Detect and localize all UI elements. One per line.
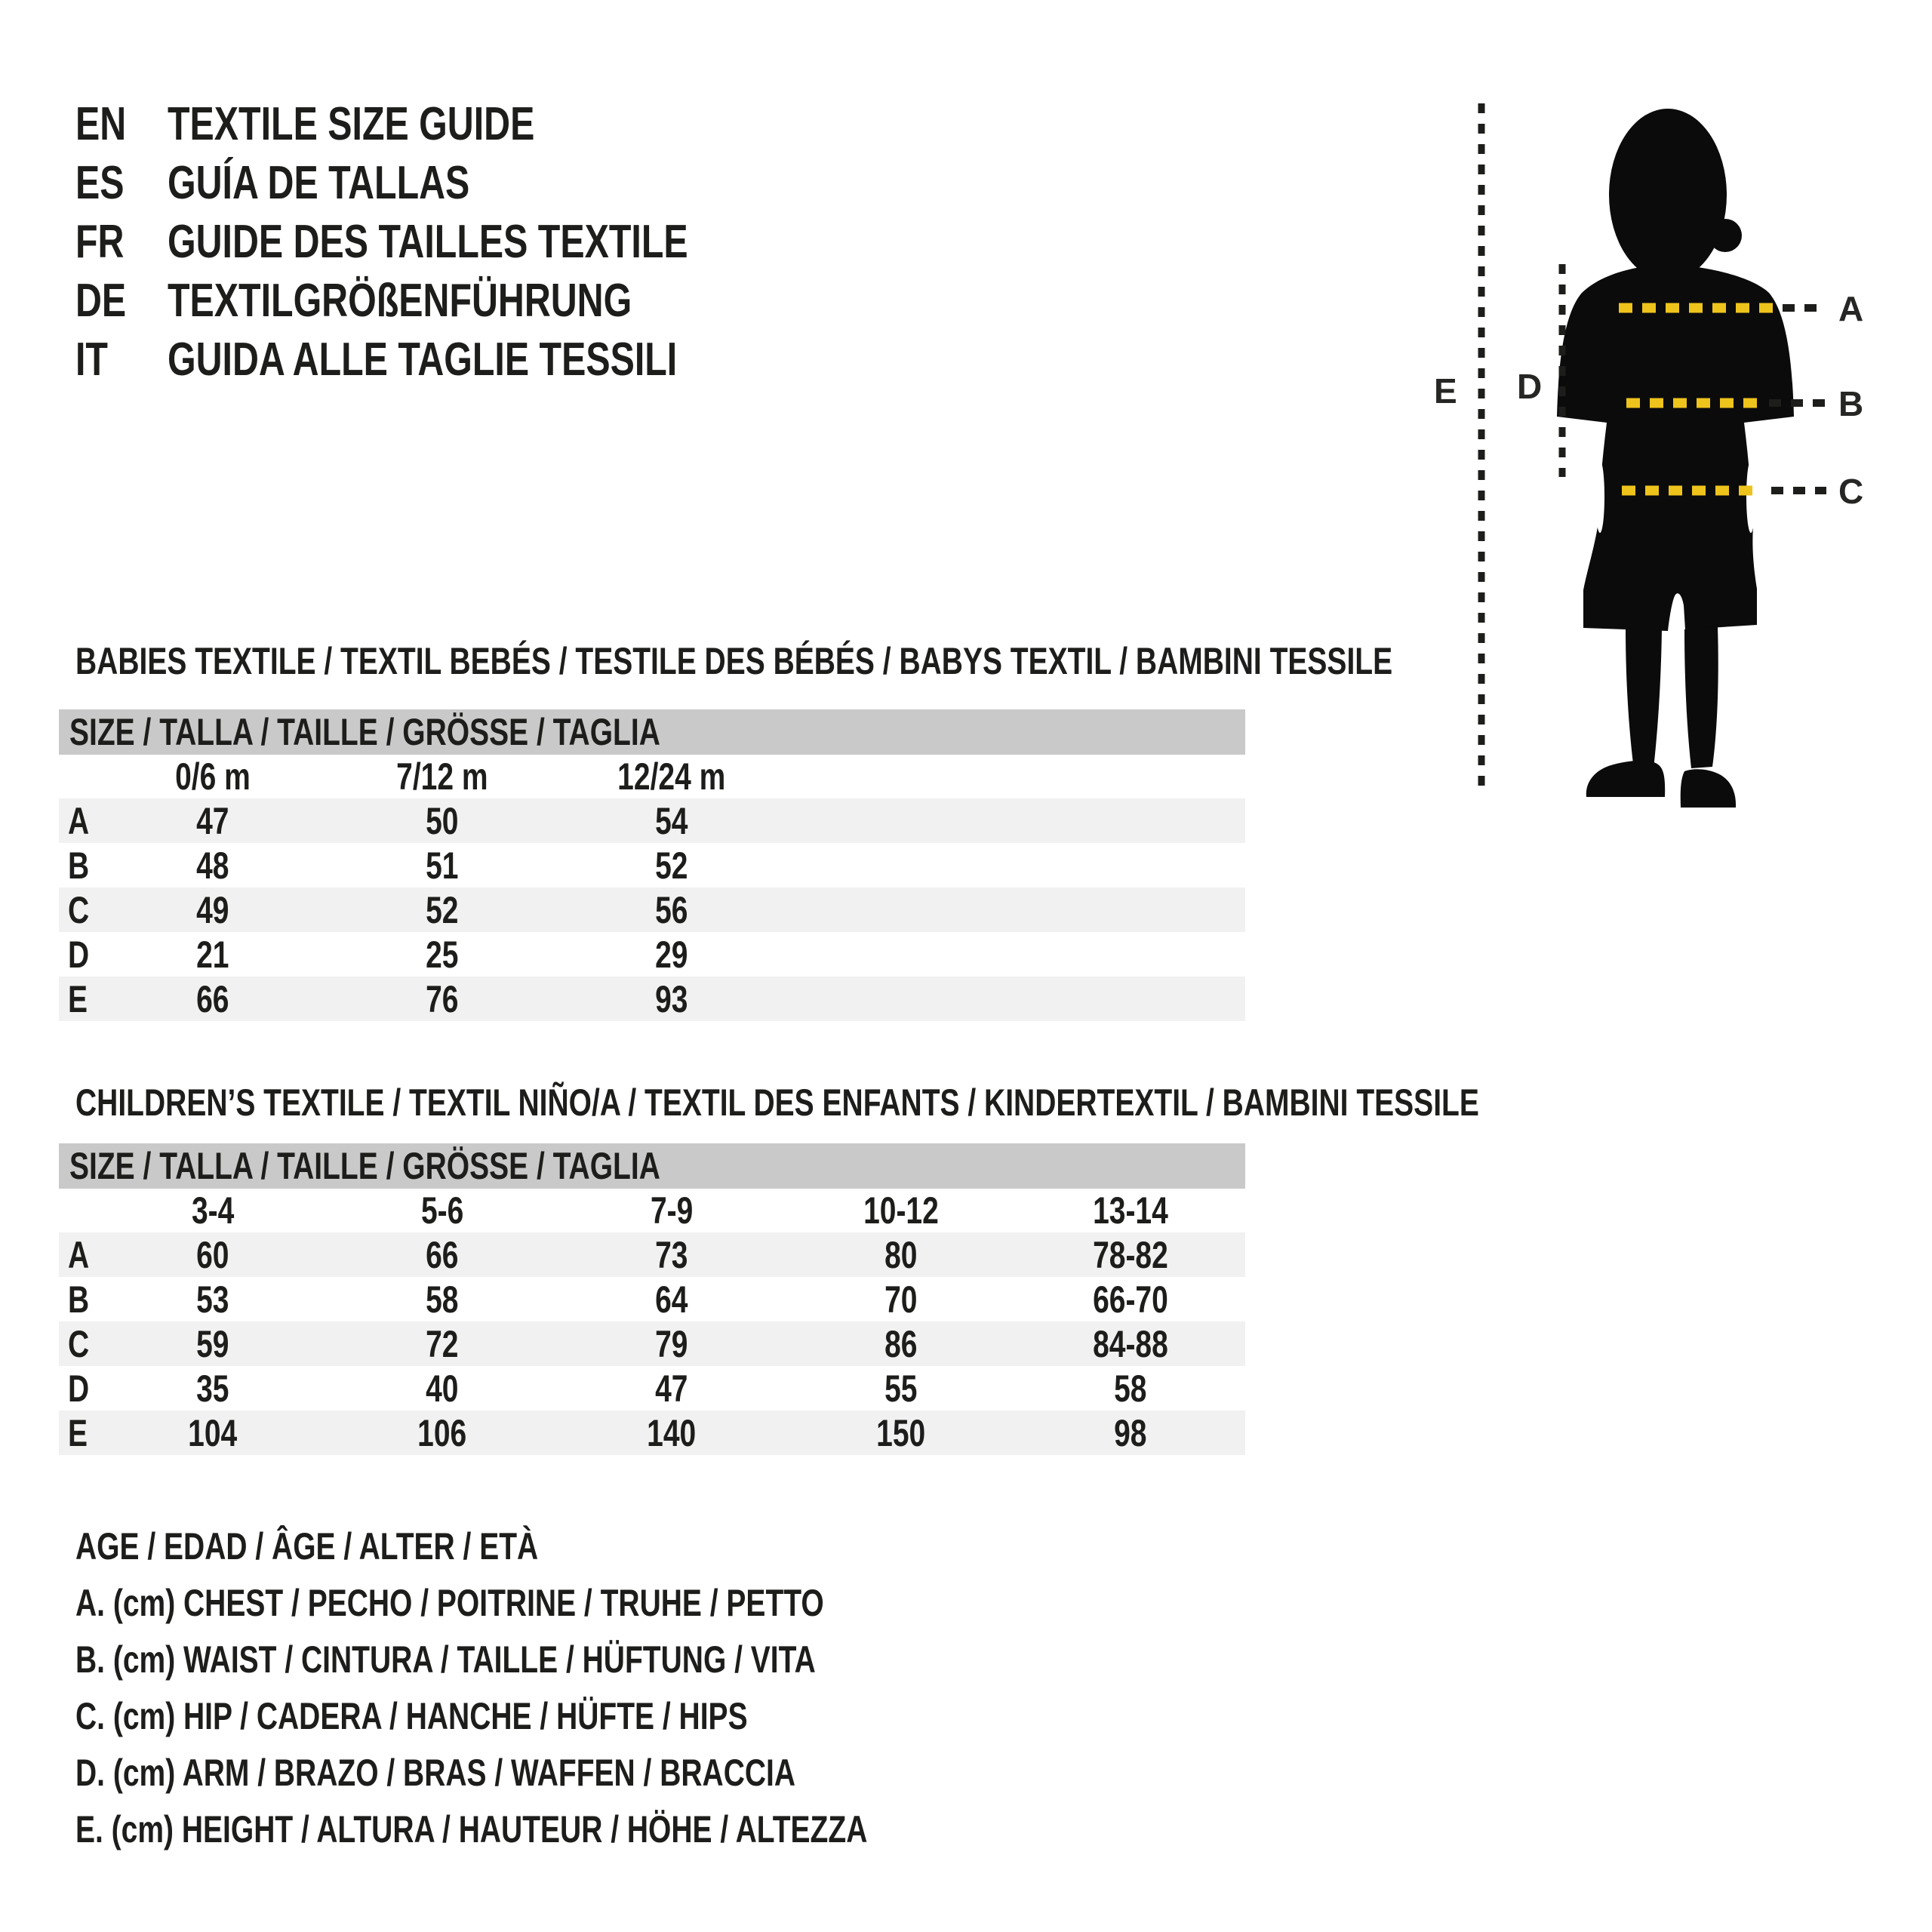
language-title-de-text: TEXTILGRÖßENFÜHRUNG — [168, 275, 632, 327]
language-code-es — [75, 154, 138, 213]
children-b-4 — [786, 1277, 1016, 1321]
babies-a-1-text: 47 — [196, 799, 229, 842]
children-b-4-text: 70 — [884, 1278, 918, 1321]
legend-item-hip-text: C. (cm) HIP / CADERA / HANCHE / HÜFTE / HIPS — [75, 1695, 748, 1737]
babies-corner-cell — [59, 755, 98, 798]
babies-a-2-text: 50 — [426, 799, 459, 842]
babies-d-2 — [328, 932, 557, 977]
children-e-3-text: 140 — [647, 1411, 697, 1454]
children-b-2-text: 58 — [426, 1278, 459, 1321]
babies-row-a-label — [59, 798, 98, 843]
children-a-5-text: 78-82 — [1093, 1233, 1168, 1276]
babies-row-c-label-text: C — [68, 888, 90, 931]
legend-item-arm — [75, 1745, 1358, 1801]
babies-d-1 — [98, 932, 328, 977]
child-silhouette — [1557, 109, 1794, 808]
children-a-2 — [328, 1232, 557, 1277]
children-d-1 — [98, 1366, 328, 1411]
babies-c-2 — [328, 888, 557, 932]
babies-a-3-text: 54 — [655, 799, 688, 842]
babies-col-7-12m — [328, 755, 557, 798]
babies-d-3 — [557, 932, 786, 977]
children-b-2 — [328, 1277, 557, 1321]
babies-e-3 — [557, 977, 786, 1021]
children-col-7-9-text: 7-9 — [650, 1189, 694, 1232]
babies-b-1-text: 48 — [196, 844, 229, 887]
children-section-heading — [75, 1080, 1509, 1125]
language-title-fr-text: GUIDE DES TAILLES TEXTILE — [168, 216, 688, 268]
children-d-1-text: 35 — [196, 1367, 229, 1410]
babies-a-filler — [786, 798, 1245, 843]
table-row — [59, 977, 1245, 1021]
children-col-13-14-text: 13-14 — [1093, 1189, 1168, 1232]
babies-row-d-label-text: D — [68, 933, 90, 976]
babies-row-c-label — [59, 888, 98, 932]
children-d-3 — [557, 1366, 786, 1411]
babies-row-e-label — [59, 977, 98, 1021]
babies-d-2-text: 25 — [426, 933, 459, 976]
table-row — [59, 1232, 1245, 1277]
babies-size-table — [59, 755, 1245, 1021]
children-b-5-text: 66-70 — [1093, 1278, 1168, 1321]
babies-c-3 — [557, 888, 786, 932]
babies-size-header-text: SIZE / TALLA / TAILLE / GRÖSSE / TAGLIA — [69, 711, 660, 753]
legend-item-waist-text: B. (cm) WAIST / CINTURA / TAILLE / HÜFTUNG / VITA — [75, 1638, 816, 1681]
language-title-fr — [168, 213, 835, 272]
babies-col-0-6m — [98, 755, 328, 798]
children-e-2 — [328, 1411, 557, 1455]
babies-a-3 — [557, 798, 786, 843]
children-b-3 — [557, 1277, 786, 1321]
children-row-b-label — [59, 1277, 98, 1321]
babies-row-e-label-text: E — [68, 977, 88, 1020]
children-col-5-6 — [328, 1189, 557, 1232]
language-code-fr — [75, 213, 138, 272]
table-row — [59, 1321, 1245, 1366]
language-code-de-text: DE — [75, 275, 127, 327]
children-column-header-row — [59, 1189, 1245, 1232]
children-row-c-label-text: C — [68, 1322, 90, 1365]
children-d-2 — [328, 1366, 557, 1411]
children-d-3-text: 47 — [655, 1367, 688, 1410]
legend-item-arm-text: D. (cm) ARM / BRAZO / BRAS / WAFFEN / BRACCIA — [75, 1752, 796, 1794]
babies-c-2-text: 52 — [426, 888, 459, 931]
children-a-2-text: 66 — [426, 1233, 459, 1276]
children-e-1-text: 104 — [188, 1411, 238, 1454]
marker-label-d: D — [1517, 367, 1543, 406]
babies-d-3-text: 29 — [655, 933, 688, 976]
children-d-2-text: 40 — [426, 1367, 459, 1410]
babies-c-1-text: 49 — [196, 888, 229, 931]
children-c-3 — [557, 1321, 786, 1366]
babies-d-filler — [786, 932, 1245, 977]
babies-b-3 — [557, 843, 786, 888]
children-section-heading-text: CHILDREN’S TEXTILE / TEXTIL NIÑO/A / TEXTIL DES ENFANTS / KINDERTEXTIL / BAMBINI TESSILE — [75, 1081, 1479, 1124]
children-e-3 — [557, 1411, 786, 1455]
babies-a-2 — [328, 798, 557, 843]
children-a-1 — [98, 1232, 328, 1277]
children-c-5 — [1016, 1321, 1245, 1366]
children-row-e-label-text: E — [68, 1411, 88, 1454]
legend-item-height-text: E. (cm) HEIGHT / ALTURA / HAUTEUR / HÖHE / ALTEZZA — [75, 1808, 868, 1850]
babies-row-b-label — [59, 843, 98, 888]
babies-column-header-row — [59, 755, 1245, 798]
language-title-en — [168, 95, 638, 154]
children-row-a-label-text: A — [68, 1233, 90, 1276]
language-code-de — [75, 272, 140, 331]
children-e-4 — [786, 1411, 1016, 1455]
language-title-es-text: GUÍA DE TALLAS — [168, 157, 470, 209]
language-title-it — [168, 331, 821, 389]
children-row-a-label — [59, 1232, 98, 1277]
babies-col-filler — [786, 755, 1245, 798]
children-b-1 — [98, 1277, 328, 1321]
language-title-en-text: TEXTILE SIZE GUIDE — [168, 98, 535, 150]
children-row-e-label — [59, 1411, 98, 1455]
children-size-header-bar — [59, 1143, 1245, 1189]
children-col-3-4 — [98, 1189, 328, 1232]
children-c-3-text: 79 — [655, 1322, 688, 1365]
legend-item-chest-text: A. (cm) CHEST / PECHO / POITRINE / TRUHE / PETTO — [75, 1582, 824, 1624]
children-b-1-text: 53 — [196, 1278, 229, 1321]
children-corner-cell — [59, 1189, 98, 1232]
children-row-d-label — [59, 1366, 98, 1411]
table-row — [59, 798, 1245, 843]
marker-label-a: A — [1838, 289, 1864, 328]
children-a-4 — [786, 1232, 1016, 1277]
babies-b-2 — [328, 843, 557, 888]
children-b-3-text: 64 — [655, 1278, 688, 1321]
children-c-4-text: 86 — [884, 1322, 918, 1365]
legend-age-line-text: AGE / EDAD / ÂGE / ALTER / ETÀ — [75, 1525, 539, 1567]
babies-c-1 — [98, 888, 328, 932]
children-e-1 — [98, 1411, 328, 1455]
legend-item-height — [75, 1801, 1358, 1858]
children-e-5 — [1016, 1411, 1245, 1455]
children-d-5-text: 58 — [1114, 1367, 1147, 1410]
legend-item-chest — [75, 1575, 1358, 1632]
babies-row-a-label-text: A — [68, 799, 90, 842]
children-e-5-text: 98 — [1114, 1411, 1147, 1454]
language-title-de — [168, 272, 763, 331]
babies-c-3-text: 56 — [655, 888, 688, 931]
babies-e-1 — [98, 977, 328, 1021]
children-col-7-9 — [557, 1189, 786, 1232]
table-row — [59, 843, 1245, 888]
babies-section-heading — [75, 638, 1509, 684]
table-row — [59, 1366, 1245, 1411]
babies-section-heading-text: BABIES TEXTILE / TEXTIL BEBÉS / TESTILE DES BÉBÉS / BABYS TEXTIL / BAMBINI TESSILE — [75, 640, 1393, 682]
children-a-5 — [1016, 1232, 1245, 1277]
marker-label-e: E — [1434, 371, 1457, 411]
children-col-5-6-text: 5-6 — [420, 1189, 464, 1232]
language-code-en-text: EN — [75, 98, 127, 150]
language-code-es-text: ES — [75, 157, 125, 209]
language-row-it — [75, 331, 906, 389]
children-row-b-label-text: B — [68, 1278, 90, 1321]
legend-item-waist — [75, 1632, 1358, 1688]
children-d-4-text: 55 — [884, 1367, 918, 1410]
table-row — [59, 932, 1245, 977]
children-c-2 — [328, 1321, 557, 1366]
language-code-fr-text: FR — [75, 216, 125, 268]
babies-row-b-label-text: B — [68, 844, 90, 887]
marker-label-b: B — [1838, 384, 1864, 423]
babies-size-header-bar — [59, 709, 1245, 755]
children-col-10-12-text: 10-12 — [863, 1189, 939, 1232]
babies-d-1-text: 21 — [196, 933, 229, 976]
language-row-de — [75, 272, 906, 331]
marker-label-c: C — [1838, 472, 1864, 511]
babies-b-1 — [98, 843, 328, 888]
babies-e-1-text: 66 — [196, 977, 229, 1020]
babies-b-3-text: 52 — [655, 844, 688, 887]
children-d-5 — [1016, 1366, 1245, 1411]
children-a-3-text: 73 — [655, 1233, 688, 1276]
language-row-es — [75, 154, 906, 213]
babies-row-d-label — [59, 932, 98, 977]
language-code-it — [75, 331, 117, 389]
children-a-1-text: 60 — [196, 1233, 229, 1276]
child-silhouette-figure — [1419, 91, 1932, 815]
table-row — [59, 1411, 1245, 1455]
language-row-en — [75, 95, 906, 154]
babies-col-7-12m-text: 7/12 m — [396, 755, 488, 798]
children-size-table — [59, 1189, 1245, 1455]
legend-item-hip — [75, 1688, 1358, 1745]
children-c-1-text: 59 — [196, 1322, 229, 1365]
babies-e-2-text: 76 — [426, 977, 459, 1020]
children-row-c-label — [59, 1321, 98, 1366]
children-c-4 — [786, 1321, 1016, 1366]
children-a-3 — [557, 1232, 786, 1277]
language-title-es — [168, 154, 555, 213]
children-col-13-14 — [1016, 1189, 1245, 1232]
children-a-4-text: 80 — [884, 1233, 918, 1276]
children-e-2-text: 106 — [417, 1411, 467, 1454]
table-row — [59, 1277, 1245, 1321]
language-code-it-text: IT — [75, 334, 108, 386]
babies-c-filler — [786, 888, 1245, 932]
children-c-1 — [98, 1321, 328, 1366]
language-row-fr — [75, 213, 906, 272]
babies-e-3-text: 93 — [655, 977, 688, 1020]
children-row-d-label-text: D — [68, 1367, 90, 1410]
children-d-4 — [786, 1366, 1016, 1411]
children-e-4-text: 150 — [876, 1411, 926, 1454]
language-title-it-text: GUIDA ALLE TAGLIE TESSILI — [168, 334, 678, 386]
children-c-2-text: 72 — [426, 1322, 459, 1365]
babies-b-filler — [786, 843, 1245, 888]
children-b-5 — [1016, 1277, 1245, 1321]
babies-e-filler — [786, 977, 1245, 1021]
children-col-3-4-text: 3-4 — [191, 1189, 235, 1232]
babies-col-12-24m — [557, 755, 786, 798]
babies-col-0-6m-text: 0/6 m — [175, 755, 251, 798]
table-row — [59, 888, 1245, 932]
language-code-en — [75, 95, 140, 154]
babies-col-12-24m-text: 12/24 m — [617, 755, 726, 798]
children-size-header-text: SIZE / TALLA / TAILLE / GRÖSSE / TAGLIA — [69, 1145, 660, 1187]
babies-e-2 — [328, 977, 557, 1021]
babies-b-2-text: 51 — [426, 844, 459, 887]
legend-age-line — [75, 1518, 1358, 1575]
babies-a-1 — [98, 798, 328, 843]
children-col-10-12 — [786, 1189, 1016, 1232]
children-c-5-text: 84-88 — [1093, 1322, 1168, 1365]
